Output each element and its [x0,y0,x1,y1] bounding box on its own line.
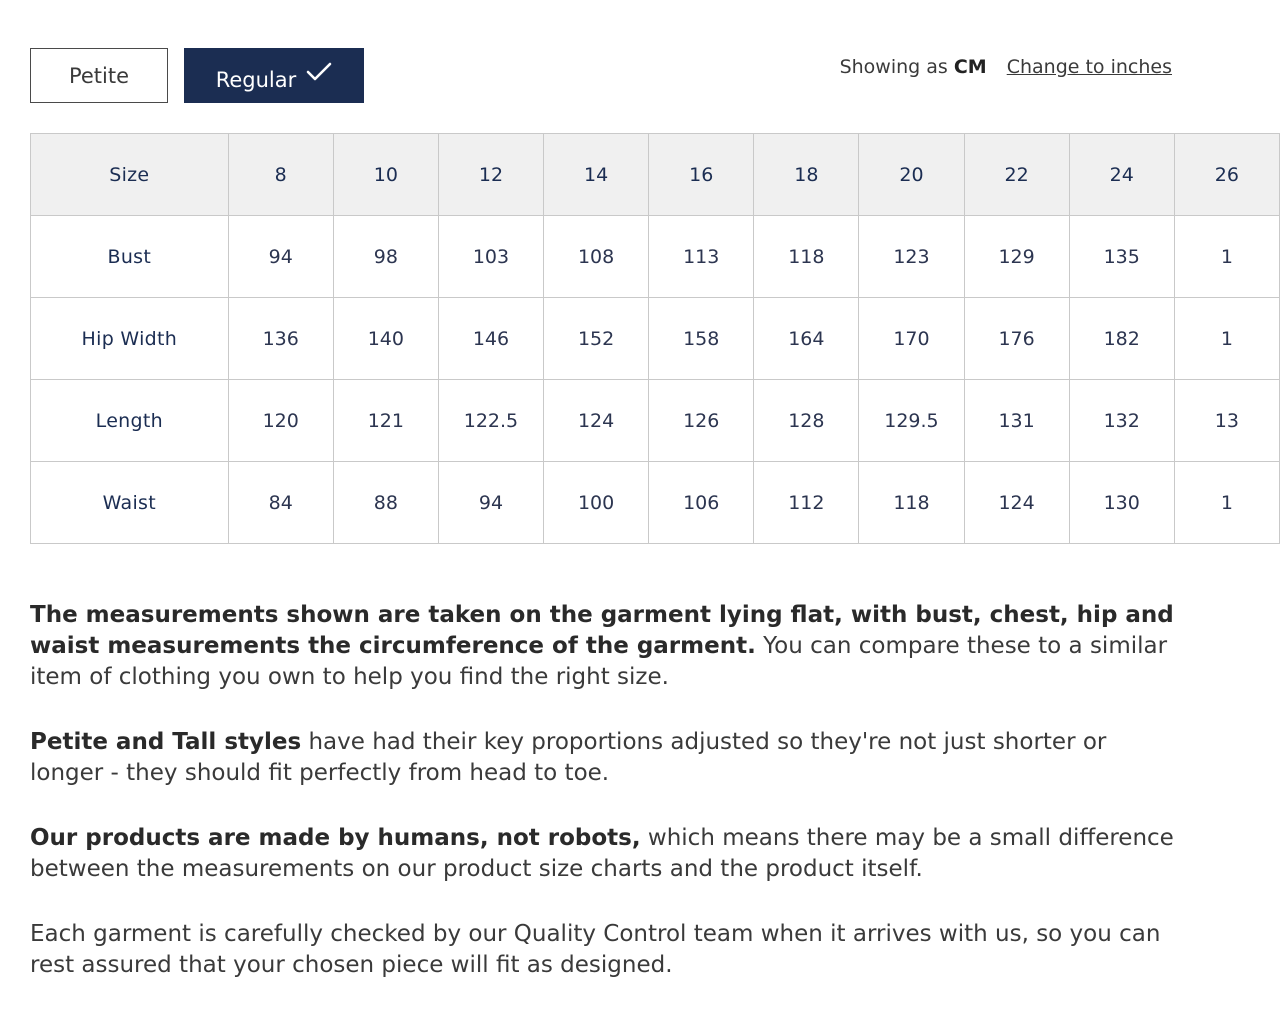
unit-prefix: Showing as [839,56,948,78]
info-bold-text: The measurements shown are taken on the garment lying flat, with bust, chest, hip and waist measurements the circumference of the garment. [30,602,1174,659]
row-label: Hip Width [31,298,229,380]
size-header-cell: 24 [1069,134,1174,216]
size-header-cell: 8 [228,134,333,216]
measurement-cell: 118 [859,462,964,544]
size-header-cell: 12 [438,134,543,216]
info-text: You can compare these to a similar item of clothing you own to help you find the right size. [30,633,1168,690]
fit-toggle [30,48,364,103]
measurement-cell: 108 [544,216,649,298]
measurement-cell: 106 [649,462,754,544]
size-guide-info [30,600,1180,1015]
measurement-cell: 84 [228,462,333,544]
info-text: have had their key proportions adjusted so they're not just shorter or longer - they should fit perfectly from head to toe. [30,729,1107,786]
measurement-cell: 88 [333,462,438,544]
measurement-cell: 13 [1174,380,1279,462]
measurement-cell: 123 [859,216,964,298]
measurement-cell: 121 [333,380,438,462]
measurement-cell: 130 [1069,462,1174,544]
measurement-cell: 94 [438,462,543,544]
info-text: Each garment is carefully checked by our Quality Control team when it arrives with us, so you can rest assured that your chosen piece will fit as designed. [30,921,1161,978]
info-paragraph [30,919,1180,981]
measurement-cell: 164 [754,298,859,380]
measurement-cell: 140 [333,298,438,380]
measurement-cell: 118 [754,216,859,298]
change-unit-link[interactable]: Change to inches [1006,56,1172,78]
regular-button[interactable] [184,48,364,103]
table-header-row [31,134,1280,216]
info-text: which means there may be a small difference between the measurements on our product size charts and the product itself. [30,825,1174,882]
measurement-cell: 98 [333,216,438,298]
measurement-cell: 129.5 [859,380,964,462]
size-table [30,133,1280,544]
petite-button-label: Petite [68,63,130,88]
info-paragraph [30,600,1180,693]
row-label: Waist [31,462,229,544]
current-unit: CM [953,56,987,78]
info-bold-text: Petite and Tall styles [30,729,302,755]
info-paragraph [30,823,1180,885]
table-row [31,380,1280,462]
measurement-cell: 122.5 [438,380,543,462]
measurement-cell: 176 [964,298,1069,380]
measurement-cell: 124 [964,462,1069,544]
measurement-cell: 94 [228,216,333,298]
measurement-cell: 120 [228,380,333,462]
unit-switcher [840,56,1172,78]
measurement-cell: 170 [859,298,964,380]
table-row [31,462,1280,544]
measurement-cell: 1 [1174,216,1279,298]
measurement-cell: 1 [1174,462,1279,544]
info-bold-text: Our products are made by humans, not robots, [30,825,641,851]
measurement-cell: 113 [649,216,754,298]
measurement-cell: 152 [544,298,649,380]
size-header-cell: 18 [754,134,859,216]
size-header-cell: 26 [1174,134,1279,216]
measurement-cell: 132 [1069,380,1174,462]
measurement-cell: 158 [649,298,754,380]
size-header-cell: 22 [964,134,1069,216]
measurement-cell: 1 [1174,298,1279,380]
petite-button[interactable] [30,48,168,103]
measurement-cell: 100 [544,462,649,544]
info-paragraph [30,727,1180,789]
measurement-cell: 128 [754,380,859,462]
measurement-cell: 124 [544,380,649,462]
table-row [31,298,1280,380]
unit-status [840,56,987,78]
size-header-cell: 10 [333,134,438,216]
measurement-cell: 136 [228,298,333,380]
measurement-cell: 146 [438,298,543,380]
size-header-cell: 14 [544,134,649,216]
measurement-cell: 126 [649,380,754,462]
measurement-cell: 135 [1069,216,1174,298]
regular-button-label: Regular [215,67,297,92]
size-table-container [30,133,1239,555]
measurement-cell: 182 [1069,298,1174,380]
measurement-cell: 103 [438,216,543,298]
row-label: Bust [31,216,229,298]
size-header-cell: 20 [859,134,964,216]
measurement-cell: 112 [754,462,859,544]
measurement-cell: 131 [964,380,1069,462]
table-row [31,216,1280,298]
checkmark-icon [306,62,332,82]
measurement-cell: 129 [964,216,1069,298]
size-header-cell: 16 [649,134,754,216]
header-label: Size [31,134,229,216]
row-label: Length [31,380,229,462]
